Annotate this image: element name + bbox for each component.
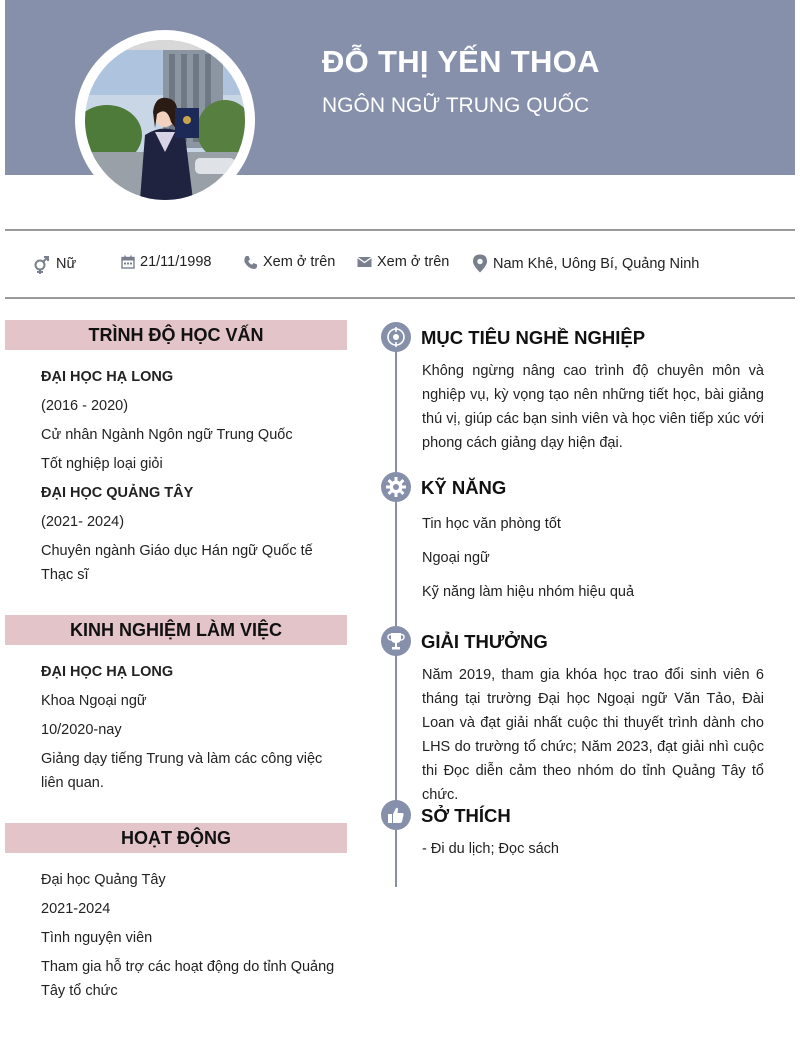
divider-bottom xyxy=(5,297,795,299)
avatar xyxy=(75,30,255,210)
education-period-2: (2021- 2024) xyxy=(41,514,125,530)
awards-title: GIẢI THƯỞNG xyxy=(421,631,548,652)
education-period-1: (2016 - 2020) xyxy=(41,398,129,414)
mail-icon xyxy=(357,256,372,268)
skill-item-2: Ngoại ngữ xyxy=(422,550,490,566)
trophy-icon xyxy=(381,626,411,656)
divider-top xyxy=(5,229,795,231)
target-icon xyxy=(381,322,411,352)
education-school-1: ĐẠI HỌC HẠ LONG xyxy=(41,369,174,385)
objective-title: MỤC TIÊU NGHỀ NGHIỆP xyxy=(421,327,646,348)
education-school-2: ĐẠI HỌC QUẢNG TÂY xyxy=(41,485,194,501)
experience-department: Khoa Ngoại ngữ xyxy=(41,693,147,709)
hobbies-title: SỞ THÍCH xyxy=(421,805,511,826)
profile-photo xyxy=(85,40,245,200)
activities-organization: Đại học Quảng Tây xyxy=(41,872,166,888)
education-grade-1: Tốt nghiệp loại giỏi xyxy=(41,456,163,472)
experience-period: 10/2020-nay xyxy=(41,722,122,738)
activities-period: 2021-2024 xyxy=(41,901,111,917)
address-value: Nam Khê, Uông Bí, Quảng Ninh xyxy=(493,255,700,272)
phone-value: Xem ở trên xyxy=(263,254,336,270)
objective-text: Không ngừng nâng cao trình độ chuyên môn và nghiệp vụ, kỳ vọng tạo nên những tiết học, bài giảng thú vị, giúp các bạn sinh viên và học viên tiếp xúc với phong cách giảng dạy hiện đại. xyxy=(422,363,764,451)
awards-text: Năm 2019, tham gia khóa học trao đổi sinh viên 6 tháng tại trường Đại học Ngoại ngữ Văn Tảo, Đài Loan và đạt giải nhất cuộc thi thuyết trình dành cho LHS do trường tổ chức; Năm 2023, đạt giải nhì cuộc thi Đọc diễn cảm theo nhóm do tỉnh Quảng Tây tổ chức. xyxy=(422,667,764,803)
contact-birthday xyxy=(121,254,212,270)
hobbies-text: - Đi du lịch; Đọc sách xyxy=(422,841,559,857)
education-degree-2: Thạc sĩ xyxy=(41,567,89,583)
contact-address xyxy=(472,254,699,273)
email-value: Xem ở trên xyxy=(377,254,450,270)
experience-company: ĐẠI HỌC HẠ LONG xyxy=(41,664,174,680)
thumbs-up-icon xyxy=(381,800,411,830)
candidate-name: ĐỖ THỊ YẾN THOA xyxy=(322,44,600,79)
experience-description: Giảng dạy tiếng Trung và làm các công việc liên quan. xyxy=(41,751,323,791)
gender-value: Nữ xyxy=(56,256,77,272)
activities-description: Tham gia hỗ trợ các hoạt động do tỉnh Quảng Tây tổ chức xyxy=(41,959,335,999)
candidate-position: NGÔN NGỮ TRUNG QUỐC xyxy=(322,94,590,117)
skill-item-1: Tin học văn phòng tốt xyxy=(422,516,561,532)
education-degree-1: Cử nhân Ngành Ngôn ngữ Trung Quốc xyxy=(41,427,293,443)
location-pin-icon xyxy=(472,254,488,273)
education-major-2: Chuyên ngành Giáo dục Hán ngữ Quốc tế xyxy=(41,543,313,559)
skills-title: KỸ NĂNG xyxy=(421,477,507,498)
education-title: TRÌNH ĐỘ HỌC VẤN xyxy=(5,320,347,350)
activities-role: Tình nguyện viên xyxy=(41,930,153,946)
gender-icon xyxy=(31,254,51,274)
birthday-value: 21/11/1998 xyxy=(140,254,212,270)
gear-icon xyxy=(381,472,411,502)
phone-icon xyxy=(243,255,258,270)
calendar-icon xyxy=(121,255,135,269)
experience-title: KINH NGHIỆM LÀM VIỆC xyxy=(5,615,347,645)
activities-title: HOẠT ĐỘNG xyxy=(5,823,347,853)
contact-phone xyxy=(243,254,335,270)
contact-gender xyxy=(31,254,76,274)
contact-email xyxy=(357,254,449,270)
skill-item-3: Kỹ năng làm hiệu nhóm hiệu quả xyxy=(422,584,635,600)
